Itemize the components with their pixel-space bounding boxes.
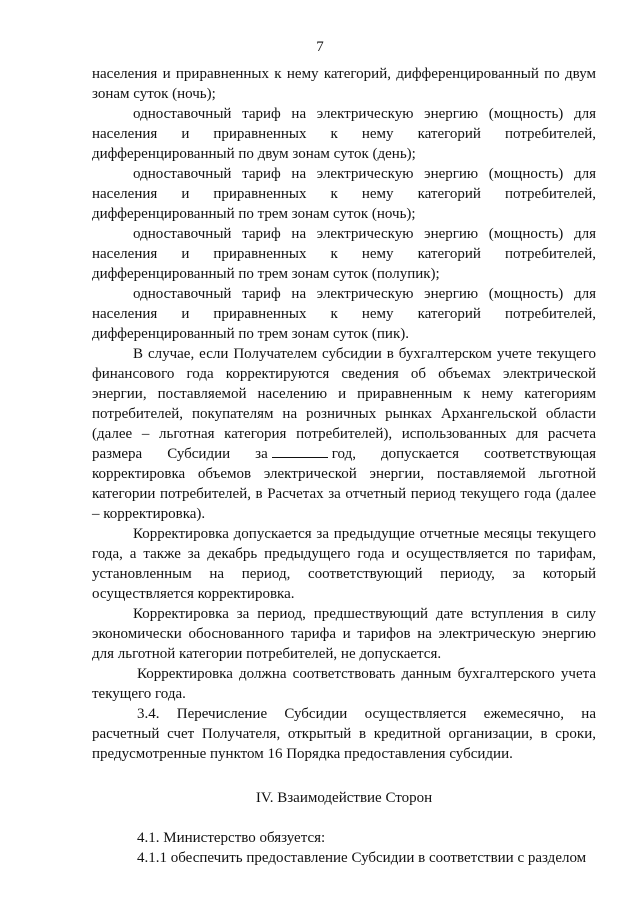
- text-line: осуществляется корректировка.: [92, 586, 295, 602]
- text-line: года, а также за декабрь предыдущего года и осуществляется по тарифам,: [92, 546, 596, 562]
- paragraph: [92, 848, 596, 868]
- text-line: потребителей, покупателям на розничных рынках Архангельской области: [92, 406, 596, 422]
- text-line: населения и приравненных к нему категорий, дифференцированный по двум: [92, 66, 596, 82]
- page-number: 7: [316, 39, 324, 55]
- text-line: Корректировка допускается за предыдущие отчетные месяцы текущего: [133, 526, 596, 542]
- text-segment: размера Субсидии за: [92, 446, 268, 462]
- text-line: Корректировка за период, предшествующий дате вступления в силу: [133, 606, 596, 622]
- text-line: 4.1. Министерство обязуется:: [137, 830, 326, 846]
- text-line: корректировка объемов электрической энергии, поставляемой льготной: [92, 466, 596, 482]
- section-heading: IV. Взаимодействие Сторон: [255, 790, 433, 806]
- paragraph: [92, 604, 596, 664]
- text-line: одноставочный тариф на электрическую энергию (мощность) для: [133, 106, 596, 122]
- text-line: предусмотренные пунктом 16 Порядка предоставления субсидии.: [92, 746, 513, 762]
- text-segment: год, допускается соответствующая: [331, 446, 597, 462]
- document-body: [92, 64, 596, 868]
- paragraph: [92, 524, 596, 604]
- text-line: для льготной категории потребителей, не допускается.: [92, 646, 442, 662]
- text-line: текущего года.: [92, 686, 186, 702]
- text-line: установленным на период, соответствующий периоду, за который: [92, 566, 596, 582]
- text-line: 4.1.1 обеспечить предоставление Субсидии в соответствии с разделом: [137, 850, 587, 866]
- text-line: одноставочный тариф на электрическую энергию (мощность) для: [133, 286, 596, 302]
- text-line: Корректировка должна соответствовать данным бухгалтерского учета: [137, 666, 596, 682]
- text-line: расчетный счет Получателя, открытый в кредитной организации, в сроки,: [92, 726, 596, 742]
- text-line: одноставочный тариф на электрическую энергию (мощность) для: [133, 166, 596, 182]
- paragraph: [92, 828, 596, 848]
- text-line: дифференцированный по трем зонам суток (полупик);: [92, 266, 440, 282]
- text-line: дифференцированный по трем зонам суток (пик).: [92, 326, 409, 342]
- text-line: населения и приравненных к нему категорий потребителей,: [92, 306, 596, 322]
- paragraph: [92, 664, 596, 704]
- text-line: экономически обоснованного тарифа и тарифов на электрическую энергию: [92, 626, 596, 642]
- paragraph: [92, 224, 596, 284]
- text-line: категории потребителей, в Расчетах за отчетный период текущего года (далее: [92, 486, 596, 502]
- paragraph: [92, 164, 596, 224]
- text-line: зонам суток (ночь);: [92, 86, 216, 102]
- paragraph: [92, 64, 596, 104]
- paragraph: [92, 704, 596, 764]
- text-line: населения и приравненных к нему категорий потребителей,: [92, 126, 596, 142]
- text-line: финансового года корректируются сведения об объемах электрической: [92, 366, 596, 382]
- text-line: – корректировка).: [92, 506, 206, 522]
- text-line: (далее – льготная категория потребителей), использованных для расчета: [92, 426, 596, 442]
- paragraph: [92, 284, 596, 344]
- text-line: 3.4. Перечисление Субсидии осуществляется ежемесячно, на: [137, 706, 596, 722]
- text-line: [92, 444, 596, 464]
- text-line: В случае, если Получателем субсидии в бухгалтерском учете текущего: [133, 346, 596, 362]
- paragraph: [92, 104, 596, 164]
- text-line: населения и приравненных к нему категорий потребителей,: [92, 246, 596, 262]
- fill-in-blank: [272, 445, 328, 458]
- text-line: дифференцированный по трем зонам суток (ночь);: [92, 206, 416, 222]
- text-line: населения и приравненных к нему категорий потребителей,: [92, 186, 596, 202]
- text-line: энергии, поставляемой населению и приравненным к нему категориям: [92, 386, 596, 402]
- paragraph: [92, 344, 596, 524]
- text-line: дифференцированный по двум зонам суток (день);: [92, 146, 416, 162]
- text-line: одноставочный тариф на электрическую энергию (мощность) для: [133, 226, 596, 242]
